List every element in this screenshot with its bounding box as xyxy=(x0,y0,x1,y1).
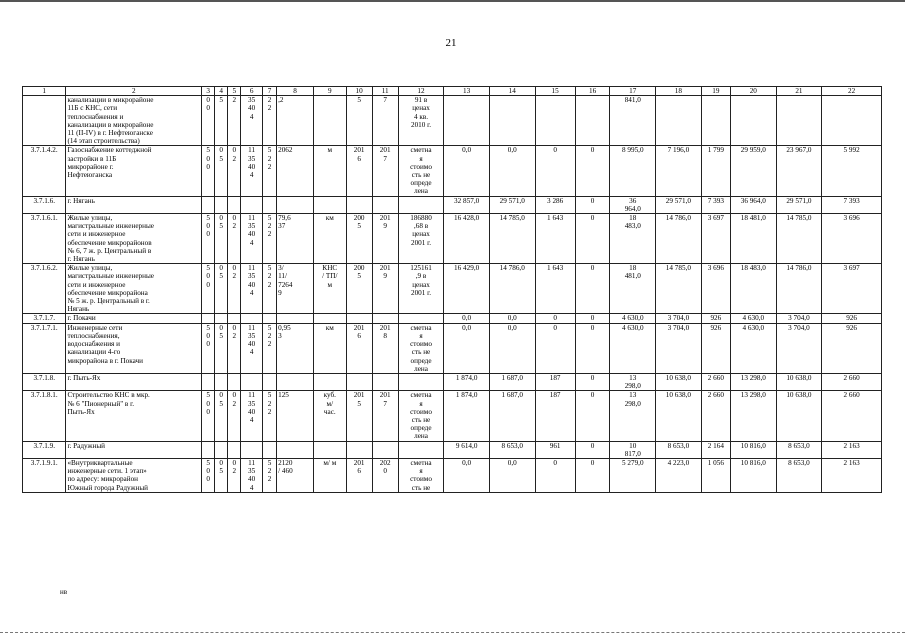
data-cell: м xyxy=(314,146,347,196)
data-cell: 1 687,0 xyxy=(489,391,535,441)
data-cell xyxy=(277,441,314,458)
data-cell: 841,0 xyxy=(610,96,656,146)
data-cell: 2 660 xyxy=(822,373,882,390)
row-code-cell: 3.7.1.6. xyxy=(23,196,66,213)
data-cell: 0,0 xyxy=(489,458,535,492)
investment-table-container xyxy=(22,86,882,493)
data-cell: 14 786,0 xyxy=(489,264,535,314)
data-cell: 186880 ,68 в ценах 2001 г. xyxy=(398,214,444,264)
data-cell: 10 816,0 xyxy=(731,441,777,458)
data-cell xyxy=(262,441,276,458)
row-code-cell: 3.7.1.8.1. xyxy=(23,391,66,441)
table-row xyxy=(23,323,882,373)
data-cell: 0 2 xyxy=(228,323,241,373)
header-cell: 2 xyxy=(66,87,202,96)
table-row xyxy=(23,441,882,458)
data-cell xyxy=(398,196,444,213)
data-cell: 14 786,0 xyxy=(656,214,702,264)
data-cell: 18 483,0 xyxy=(731,264,777,314)
row-name-cell: г. Покачи xyxy=(66,314,202,323)
row-code-cell: 3.7.1.7. xyxy=(23,314,66,323)
data-cell: 18 483,0 xyxy=(610,214,656,264)
data-cell xyxy=(372,314,398,323)
data-cell: 0 5 xyxy=(215,146,228,196)
data-cell: 5 0 0 xyxy=(202,458,215,492)
data-cell xyxy=(731,96,777,146)
data-cell xyxy=(444,96,490,146)
header-cell: 6 xyxy=(241,87,263,96)
header-cell: 19 xyxy=(701,87,730,96)
table-row xyxy=(23,196,882,213)
data-cell: 0,0 xyxy=(444,458,490,492)
data-cell: 0 2 xyxy=(228,264,241,314)
data-cell: 29 959,0 xyxy=(731,146,777,196)
data-cell: 18 481,0 xyxy=(610,264,656,314)
data-cell xyxy=(202,196,215,213)
data-cell: 7 393 xyxy=(701,196,730,213)
data-cell: 3 704,0 xyxy=(776,314,822,323)
data-cell: 3 696 xyxy=(701,264,730,314)
data-cell: 0 5 xyxy=(215,323,228,373)
data-cell xyxy=(241,314,263,323)
header-cell: 4 xyxy=(215,87,228,96)
data-cell: 125161 ,9 в ценах 2001 г. xyxy=(398,264,444,314)
data-cell: 200 5 xyxy=(346,264,372,314)
data-cell: 14 785,0 xyxy=(489,214,535,264)
data-cell: 2 163 xyxy=(822,441,882,458)
data-cell: 5 992 xyxy=(822,146,882,196)
header-cell: 21 xyxy=(776,87,822,96)
data-cell xyxy=(241,441,263,458)
row-name-cell: Инженерные сети теплоснабжения, водоснабжения и канализации 4-го микрорайона в г. Покачи xyxy=(66,323,202,373)
data-cell: 5 0 0 xyxy=(202,146,215,196)
data-cell: 8 995,0 xyxy=(610,146,656,196)
data-cell: 5 xyxy=(346,96,372,146)
data-cell: 201 8 xyxy=(372,323,398,373)
data-cell: 201 9 xyxy=(372,214,398,264)
header-cell: 11 xyxy=(372,87,398,96)
data-cell: 11 35 40 4 xyxy=(241,323,263,373)
data-cell: 926 xyxy=(822,314,882,323)
data-cell: 3 697 xyxy=(701,214,730,264)
row-code-cell: 3.7.1.9.1. xyxy=(23,458,66,492)
data-cell: 35 40 4 xyxy=(241,96,263,146)
row-name-cell: г. Радужный xyxy=(66,441,202,458)
data-cell xyxy=(262,373,276,390)
data-cell xyxy=(314,441,347,458)
data-cell xyxy=(535,96,575,146)
data-cell xyxy=(346,196,372,213)
data-cell xyxy=(215,196,228,213)
data-cell: 32 857,0 xyxy=(444,196,490,213)
table-row xyxy=(23,391,882,441)
data-cell: 5 0 0 xyxy=(202,391,215,441)
data-cell xyxy=(398,441,444,458)
data-cell: 2 164 xyxy=(701,441,730,458)
data-cell xyxy=(575,96,610,146)
row-name-cell: Жилые улицы, магистральные инженерные сети и инженерное обеспечение микрорайонов № 6, 7 ж. р. Центральный в г. Нягань xyxy=(66,214,202,264)
data-cell: 2 660 xyxy=(701,391,730,441)
data-cell: 0 xyxy=(575,264,610,314)
data-cell: 5 2 2 xyxy=(262,391,276,441)
data-cell: 0,0 xyxy=(444,314,490,323)
data-cell: сметна я стоимо сть не опреде лена xyxy=(398,146,444,196)
data-cell: 8 653,0 xyxy=(776,441,822,458)
data-cell: 2 660 xyxy=(822,391,882,441)
data-cell: 0 xyxy=(575,314,610,323)
data-cell xyxy=(314,373,347,390)
data-cell: 5 xyxy=(215,96,228,146)
data-cell: 0 5 xyxy=(215,458,228,492)
data-cell: 11 35 40 4 xyxy=(241,458,263,492)
data-cell: 29 571,0 xyxy=(656,196,702,213)
data-cell: 8 653,0 xyxy=(489,441,535,458)
data-cell: 79,6 37 xyxy=(277,214,314,264)
data-cell: 13 298,0 xyxy=(610,373,656,390)
header-cell: 1 xyxy=(23,87,66,96)
data-cell xyxy=(656,96,702,146)
data-cell: 0 xyxy=(575,196,610,213)
data-cell: 10 817,0 xyxy=(610,441,656,458)
table-row xyxy=(23,264,882,314)
table-row xyxy=(23,373,882,390)
table-row xyxy=(23,314,882,323)
data-cell: 23 967,0 xyxy=(776,146,822,196)
header-cell: 12 xyxy=(398,87,444,96)
data-cell: 4 630,0 xyxy=(731,314,777,323)
data-cell: 10 816,0 xyxy=(731,458,777,492)
data-cell xyxy=(822,96,882,146)
data-cell: 3 286 xyxy=(535,196,575,213)
data-cell: куб. м/ час. xyxy=(314,391,347,441)
data-cell: 4 630,0 xyxy=(610,314,656,323)
data-cell xyxy=(215,314,228,323)
data-cell: 18 481,0 xyxy=(731,214,777,264)
data-cell: 0 xyxy=(575,214,610,264)
data-cell xyxy=(372,373,398,390)
header-cell: 10 xyxy=(346,87,372,96)
data-cell: км xyxy=(314,323,347,373)
data-cell: 5 0 0 xyxy=(202,323,215,373)
data-cell xyxy=(346,314,372,323)
data-cell: 14 785,0 xyxy=(776,214,822,264)
row-name-cell: канализации в микрорайоне 11Б с КНС, сети теплоснабжения и канализации в микрорайоне 11 (II-IV) в г. Нефтеюганске (14 этап строительства) xyxy=(66,96,202,146)
data-cell: 0 5 xyxy=(215,264,228,314)
data-cell: 5 0 0 xyxy=(202,264,215,314)
data-cell: 2120 / 460 xyxy=(277,458,314,492)
data-cell: 4 630,0 xyxy=(731,323,777,373)
data-cell: 16 429,0 xyxy=(444,264,490,314)
data-cell: 11 35 40 4 xyxy=(241,264,263,314)
data-cell: 1 874,0 xyxy=(444,391,490,441)
data-cell xyxy=(372,196,398,213)
data-cell: 1 874,0 xyxy=(444,373,490,390)
data-cell: 0 xyxy=(575,323,610,373)
data-cell: 201 5 xyxy=(346,391,372,441)
data-cell xyxy=(398,373,444,390)
table-row xyxy=(23,146,882,196)
data-cell: 3 697 xyxy=(822,264,882,314)
row-code-cell: 3.7.1.7.1. xyxy=(23,323,66,373)
data-cell: 0,95 3 xyxy=(277,323,314,373)
table-row xyxy=(23,458,882,492)
data-cell: 5 0 0 xyxy=(202,214,215,264)
data-cell: 201 6 xyxy=(346,458,372,492)
data-cell: 0 xyxy=(575,458,610,492)
data-cell: 3 704,0 xyxy=(656,323,702,373)
data-cell: 3/ 11/ 7264 9 xyxy=(277,264,314,314)
data-cell: 0 xyxy=(575,441,610,458)
data-cell: 10 638,0 xyxy=(776,391,822,441)
data-cell: 0,0 xyxy=(444,323,490,373)
data-cell: 11 35 40 4 xyxy=(241,214,263,264)
data-cell: 36 964,0 xyxy=(731,196,777,213)
data-cell xyxy=(346,441,372,458)
data-cell: 9 614,0 xyxy=(444,441,490,458)
investment-table xyxy=(22,86,882,493)
row-code-cell: 3.7.1.8. xyxy=(23,373,66,390)
data-cell xyxy=(346,373,372,390)
data-cell: 29 571,0 xyxy=(776,196,822,213)
data-cell: 13 298,0 xyxy=(731,373,777,390)
header-cell: 16 xyxy=(575,87,610,96)
data-cell: 0 2 xyxy=(228,391,241,441)
data-cell: 2 2 xyxy=(262,96,276,146)
data-cell: 125 xyxy=(277,391,314,441)
data-cell: 0 5 xyxy=(215,214,228,264)
data-cell xyxy=(215,441,228,458)
data-cell: 7 xyxy=(372,96,398,146)
data-cell: 2 163 xyxy=(822,458,882,492)
page-number: 21 xyxy=(445,37,457,49)
data-cell xyxy=(398,314,444,323)
data-cell: 200 5 xyxy=(346,214,372,264)
header-cell: 13 xyxy=(444,87,490,96)
data-cell: 0 2 xyxy=(228,146,241,196)
data-cell: 202 0 xyxy=(372,458,398,492)
row-name-cell: Газоснабжение коттеджной застройки в 11Б микрорайоне г. Нефтеюганска xyxy=(66,146,202,196)
data-cell: 0 xyxy=(535,458,575,492)
footer-mark: нв xyxy=(60,588,68,596)
data-cell: 2 xyxy=(228,96,241,146)
data-cell: 0,0 xyxy=(489,323,535,373)
data-cell: 5 2 2 xyxy=(262,214,276,264)
data-cell: 0 2 xyxy=(228,214,241,264)
table-row xyxy=(23,96,882,146)
row-name-cell: г. Пыть-Ях xyxy=(66,373,202,390)
data-cell: 961 xyxy=(535,441,575,458)
data-cell: 5 279,0 xyxy=(610,458,656,492)
data-cell xyxy=(241,373,263,390)
data-cell xyxy=(314,196,347,213)
header-cell: 15 xyxy=(535,87,575,96)
row-code-cell xyxy=(23,96,66,146)
data-cell xyxy=(228,441,241,458)
row-code-cell: 3.7.1.6.2. xyxy=(23,264,66,314)
row-code-cell: 3.7.1.9. xyxy=(23,441,66,458)
data-cell: 7 393 xyxy=(822,196,882,213)
header-cell: 20 xyxy=(731,87,777,96)
data-cell: 1 799 xyxy=(701,146,730,196)
data-cell xyxy=(776,96,822,146)
data-cell: 201 7 xyxy=(372,391,398,441)
data-cell: 2 660 xyxy=(701,373,730,390)
data-cell: 0,0 xyxy=(444,146,490,196)
data-cell xyxy=(701,96,730,146)
data-cell xyxy=(202,373,215,390)
table-row xyxy=(23,214,882,264)
header-cell: 9 xyxy=(314,87,347,96)
data-cell xyxy=(489,96,535,146)
data-cell xyxy=(262,196,276,213)
row-name-cell: «Внутриквартальные инженерные сети. 1 этап» по адресу: микрорайон Южный города Радужный xyxy=(66,458,202,492)
data-cell: 0 2 xyxy=(228,458,241,492)
data-cell: 201 6 xyxy=(346,323,372,373)
data-cell: 91 в ценах 4 кв. 2010 г. xyxy=(398,96,444,146)
data-cell: 5 2 2 xyxy=(262,458,276,492)
row-name-cell: Строительство КНС в мкр. № 6 "Пионерный" в г. Пыть-Ях xyxy=(66,391,202,441)
data-cell: 3 696 xyxy=(822,214,882,264)
data-cell: 201 9 xyxy=(372,264,398,314)
scan-edge-bottom xyxy=(0,632,905,634)
data-cell xyxy=(277,373,314,390)
data-cell: 13 298,0 xyxy=(731,391,777,441)
data-cell: 0 xyxy=(535,314,575,323)
header-cell: 3 xyxy=(202,87,215,96)
data-cell: 2062 xyxy=(277,146,314,196)
data-cell: 11 35 40 4 xyxy=(241,146,263,196)
data-cell: 0 0 xyxy=(202,96,215,146)
row-code-cell: 3.7.1.4.2. xyxy=(23,146,66,196)
data-cell: 187 xyxy=(535,373,575,390)
header-cell: 7 xyxy=(262,87,276,96)
data-cell: 11 35 40 4 xyxy=(241,391,263,441)
header-row xyxy=(23,87,882,96)
data-cell: 29 571,0 xyxy=(489,196,535,213)
data-cell: 926 xyxy=(701,323,730,373)
data-cell: 5 2 2 xyxy=(262,323,276,373)
data-cell: сметна я стоимо сть не xyxy=(398,458,444,492)
scan-edge-top xyxy=(0,0,905,2)
data-cell: 1 056 xyxy=(701,458,730,492)
data-cell: 5 2 2 xyxy=(262,146,276,196)
data-cell xyxy=(228,373,241,390)
data-cell: 3 704,0 xyxy=(656,314,702,323)
data-cell: 7 196,0 xyxy=(656,146,702,196)
data-cell: 8 653,0 xyxy=(776,458,822,492)
header-cell: 8 xyxy=(277,87,314,96)
data-cell: 1 643 xyxy=(535,264,575,314)
data-cell: 10 638,0 xyxy=(656,373,702,390)
data-cell xyxy=(202,314,215,323)
data-cell: 0 xyxy=(535,323,575,373)
header-cell: 14 xyxy=(489,87,535,96)
data-cell: 10 638,0 xyxy=(656,391,702,441)
data-cell: 5 2 2 xyxy=(262,264,276,314)
data-cell xyxy=(277,196,314,213)
row-name-cell: г. Нягань xyxy=(66,196,202,213)
data-cell: ,2 xyxy=(277,96,314,146)
data-cell: км xyxy=(314,214,347,264)
data-cell xyxy=(228,196,241,213)
data-cell: 10 638,0 xyxy=(776,373,822,390)
data-cell: КНС / ТП/ м xyxy=(314,264,347,314)
data-cell: 13 298,0 xyxy=(610,391,656,441)
data-cell: 1 643 xyxy=(535,214,575,264)
data-cell xyxy=(228,314,241,323)
data-cell xyxy=(241,196,263,213)
data-cell: 8 653,0 xyxy=(656,441,702,458)
data-cell: 4 630,0 xyxy=(610,323,656,373)
data-cell: 16 428,0 xyxy=(444,214,490,264)
data-cell: сметна я стоимо сть не опреде лена xyxy=(398,323,444,373)
data-cell: 0 xyxy=(575,391,610,441)
data-cell: 0,0 xyxy=(489,314,535,323)
header-cell: 5 xyxy=(228,87,241,96)
data-cell: 0 xyxy=(575,373,610,390)
data-cell xyxy=(277,314,314,323)
data-cell: 36 964,0 xyxy=(610,196,656,213)
data-cell: 0 xyxy=(575,146,610,196)
data-cell: сметна я стоимо сть не опреде лена xyxy=(398,391,444,441)
data-cell: 187 xyxy=(535,391,575,441)
row-code-cell: 3.7.1.6.1. xyxy=(23,214,66,264)
data-cell: 926 xyxy=(822,323,882,373)
data-cell: 926 xyxy=(701,314,730,323)
data-cell: 14 785,0 xyxy=(656,264,702,314)
header-cell: 18 xyxy=(656,87,702,96)
data-cell: 201 6 xyxy=(346,146,372,196)
data-cell xyxy=(372,441,398,458)
data-cell: 4 223,0 xyxy=(656,458,702,492)
data-cell: 0,0 xyxy=(489,146,535,196)
header-cell: 17 xyxy=(610,87,656,96)
data-cell: 3 704,0 xyxy=(776,323,822,373)
data-cell xyxy=(314,314,347,323)
data-cell: 1 687,0 xyxy=(489,373,535,390)
data-cell xyxy=(215,373,228,390)
data-cell xyxy=(202,441,215,458)
data-cell: 0 xyxy=(535,146,575,196)
data-cell xyxy=(262,314,276,323)
data-cell: м/ м xyxy=(314,458,347,492)
data-cell: 0 5 xyxy=(215,391,228,441)
data-cell xyxy=(314,96,347,146)
data-cell: 201 7 xyxy=(372,146,398,196)
row-name-cell: Жилые улицы, магистральные инженерные сети и инженерное обеспечение микрорайона № 5 ж. р. Центральный в г. Нягань xyxy=(66,264,202,314)
header-cell: 22 xyxy=(822,87,882,96)
data-cell: 14 786,0 xyxy=(776,264,822,314)
